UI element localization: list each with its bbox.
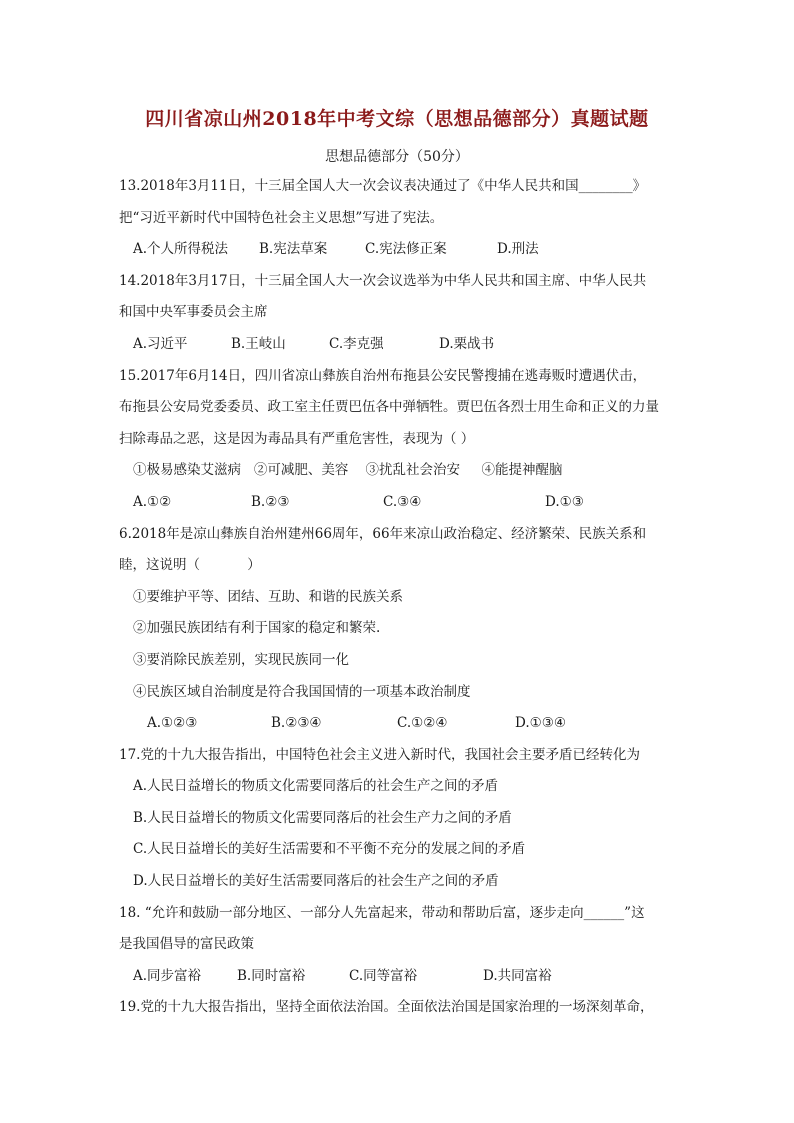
- q14-option-c: C.李克强: [329, 335, 384, 352]
- q18-option-d: D.共同富裕: [483, 967, 552, 984]
- q14-options: [119, 329, 679, 361]
- q13-option-a: A.个人所得税法: [133, 241, 229, 258]
- section-subtitle: 思想品德部分（50分）: [325, 149, 469, 165]
- q13-line-2: 把“习近平新时代中国特色社会主义思想”写进了宪法。: [119, 209, 444, 226]
- q17-line-1: 17.党的十九大报告指出，中国特色社会主义进入新时代，我国社会主要矛盾已经转化为: [119, 746, 640, 763]
- q13-options: [119, 234, 679, 266]
- q15-options: [119, 487, 679, 519]
- q13-option-d: D.刑法: [497, 241, 539, 258]
- q15-line-3: 扫除毒品之恶，这是因为毒品具有严重危害性，表现为（ ）: [119, 430, 475, 447]
- q17-option-c: C.人民日益增长的美好生活需要和不平衡不充分的发展之间的矛盾: [133, 841, 526, 858]
- q18-line-1: 18. “允许和鼓励一部分地区、一部分人先富起来，带动和帮助后富，逐步走向______”这: [119, 904, 645, 921]
- q15-line-1: 15.2017年6月14日，四川省凉山彝族自治州布拖县公安民警搜捕在逃毒贩时遭遇伏击，: [119, 367, 647, 384]
- q16-item-1: ①要维护平等、团结、互助、和谐的民族关系: [133, 588, 403, 605]
- q16-item-2: ②加强民族团结有利于国家的稳定和繁荣.: [133, 620, 381, 637]
- q14-option-d: D.栗战书: [439, 335, 495, 352]
- q16-option-b: B.②③④: [271, 715, 322, 732]
- q17-option-b: B.人民日益增长的物质文化需要同落后的社会生产力之间的矛盾: [133, 809, 512, 826]
- q16-item-4: ④民族区域自治制度是符合我国国情的一项基本政治制度: [133, 683, 471, 700]
- q16-item-3: ③要消除民族差别，实现民族同一化: [133, 651, 349, 668]
- q17-option-a: A.人民日益增长的物质文化需要同落后的社会生产之间的矛盾: [133, 778, 499, 795]
- q14-option-b: B.王岐山: [231, 335, 286, 352]
- q14-line-1: 14.2018年3月17日，十三届全国人大一次会议选举为中华人民共和国主席、中华人民共: [119, 272, 647, 289]
- q15-line-2: 布拖县公安局党委委员、政工室主任贾巴伍各中弹牺牲。贾巴伍各烈士用生命和正义的力量: [119, 399, 659, 416]
- page-title: 四川省凉山州2018年中考文综（思想品德部分）真题试题: [145, 108, 649, 130]
- q18-line-2: 是我国倡导的富民政策: [119, 936, 254, 953]
- q18-options: [119, 961, 679, 993]
- q17-option-d: D.人民日益增长的美好生活需要同落后的社会生产之间的矛盾: [133, 873, 499, 890]
- q16-option-c: C.①②④: [397, 715, 448, 732]
- q15-option-d: D.①③: [545, 493, 584, 510]
- q15-items: ①极易感染艾滋病 ②可减肥、美容 ③扰乱社会治安 ④能提神醒脑: [133, 462, 563, 479]
- q16-option-d: D.①③④: [515, 715, 566, 732]
- q18-option-b: B.同时富裕: [237, 967, 306, 984]
- q19-line-1: 19.党的十九大报告指出，坚持全面依法治国。全面依法治国是国家治理的一场深刻革命，: [119, 999, 654, 1016]
- q16-line-2: 睦，这说明（ ）: [119, 557, 261, 574]
- q15-option-b: B.②③: [251, 493, 290, 510]
- q13-option-c: C.宪法修正案: [365, 241, 447, 258]
- q15-option-c: C.③④: [383, 493, 422, 510]
- q13-option-b: B.宪法草案: [259, 241, 328, 258]
- q16-line-1: 6.2018年是凉山彝族自治州建州66周年，66年来凉山政治稳定、经济繁荣、民族关系和: [119, 525, 647, 542]
- q14-option-a: A.习近平: [133, 335, 188, 352]
- q14-line-2: 和国中央军事委员会主席: [119, 304, 268, 321]
- q18-option-c: C.同等富裕: [349, 967, 418, 984]
- question-list: [119, 171, 679, 1024]
- q16-option-a: A.①②③: [147, 715, 198, 732]
- q13-line-1: 13.2018年3月11日，十三届全国人大一次会议表决通过了《中华人民共和国________》: [119, 178, 647, 194]
- q18-option-a: A.同步富裕: [133, 967, 202, 984]
- q15-option-a: A.①②: [133, 493, 172, 510]
- q16-options: [119, 708, 679, 740]
